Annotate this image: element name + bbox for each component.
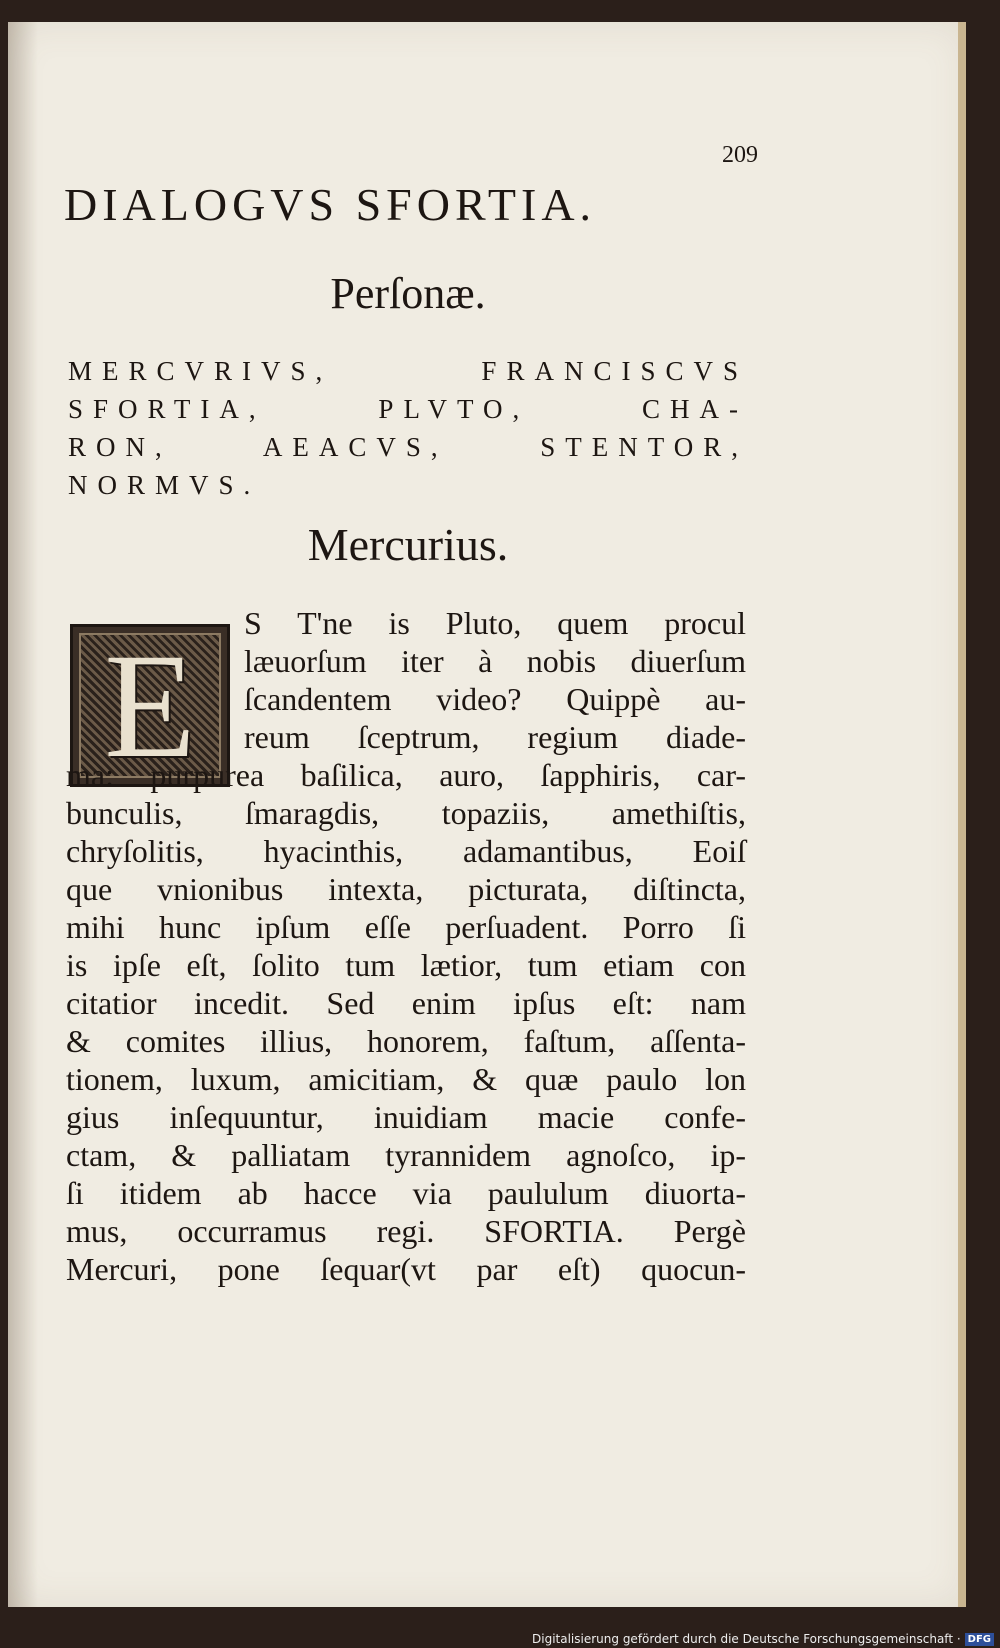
personae-list: [68, 352, 748, 504]
page-number: 209: [722, 142, 758, 168]
book-page: [8, 22, 966, 1607]
page-edge: [958, 22, 966, 1607]
text-line: ſi itidem ab hacce via paululum diuorta-: [66, 1175, 746, 1211]
text-line: is ipſe eſt, ſolito tum lætior, tum etiam con: [66, 947, 746, 983]
text-line: Mercuri, pone ſequar(vt par eſt) quocun-: [66, 1251, 746, 1287]
text-line: S T'ne is Pluto, quem procul: [244, 605, 746, 641]
text-line: que vnionibus intexta, picturata, diſtincta,: [66, 871, 746, 907]
personae-line: MERCVRIVS, FRANCISCVS: [68, 356, 748, 386]
text-line: ſcandentem video? Quippè au-: [244, 681, 746, 717]
personae-line: SFORTIA, PLVTO, CHA-: [68, 394, 748, 424]
text-line: tionem, luxum, amicitiam, & quæ paulo lon: [66, 1061, 746, 1097]
text-line: gius inſequuntur, inuidiam macie confe-: [66, 1099, 746, 1135]
text-line: reum ſceptrum, regium diade-: [244, 719, 746, 755]
text-line: & comites illius, honorem, faſtum, aſſenta-: [66, 1023, 746, 1059]
personae-heading: Perſonæ.: [330, 269, 486, 318]
text-line: chryſolitis, hyacinthis, adamantibus, Eoiſ: [66, 833, 746, 869]
text-line: læuorſum iter à nobis diuerſum: [244, 643, 746, 679]
text-line: ctam, & palliatam tyrannidem agnoſco, ip-: [66, 1137, 746, 1173]
speaker-heading: Mercurius.: [307, 519, 509, 570]
personae-line: RON, AEACVS, STENTOR,: [68, 432, 748, 462]
text-line: bunculis, ſmaragdis, topaziis, amethiſtis,: [66, 795, 746, 831]
initial-letter: E: [104, 622, 196, 789]
dfg-logo: DFG: [965, 1633, 994, 1646]
credit-text: Digitalisierung gefördert durch die Deutsche Forschungsgemeinschaft ·: [532, 1632, 961, 1646]
personae-line: NORMVS.: [68, 470, 261, 500]
text-line: ma: purpurea baſilica, auro, ſapphiris, car-: [66, 757, 746, 793]
spine-shadow: [8, 22, 38, 1607]
text-line: citatior incedit. Sed enim ipſus eſt: nam: [66, 985, 746, 1021]
digitization-credit: [532, 1632, 994, 1646]
text-line: mihi hunc ipſum eſſe perſuadent. Porro ſi: [66, 909, 746, 945]
text-line: mus, occurramus regi. SFORTIA. Pergè: [66, 1213, 746, 1249]
running-title: DIALOGVS SFORTIA.: [64, 179, 597, 230]
